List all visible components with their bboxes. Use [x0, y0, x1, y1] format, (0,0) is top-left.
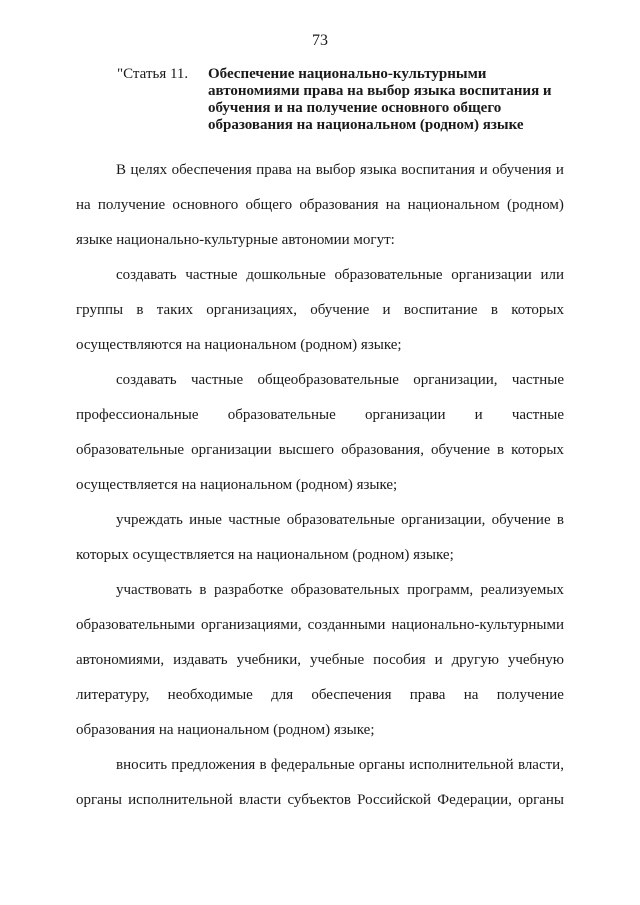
word: на: [385, 197, 401, 213]
word: образования,: [341, 442, 424, 458]
word: профессиональные: [76, 407, 199, 423]
word: обучение: [491, 512, 551, 528]
paragraph-line: [76, 616, 564, 634]
paragraph-line: [116, 756, 564, 774]
word: образовательных: [290, 582, 400, 598]
article-title-line: образования на национальном (родном) языке: [208, 117, 524, 133]
word: предложения: [171, 757, 256, 773]
word: обучение: [310, 302, 370, 318]
paragraph-line: [76, 686, 564, 704]
word: создавать: [116, 372, 177, 388]
paragraph-line: [76, 441, 564, 459]
paragraph-line: [76, 791, 564, 809]
word: органы: [358, 757, 405, 773]
word: частные: [511, 372, 564, 388]
word: организации: [191, 442, 272, 458]
word: образования: [299, 197, 379, 213]
word: учебную: [507, 652, 564, 668]
word: создавать: [116, 267, 177, 283]
article-title-line: Обеспечение национально-культурными: [208, 66, 487, 82]
word: в: [136, 302, 144, 318]
word: организациями,: [200, 617, 302, 633]
word: органы: [76, 792, 122, 808]
word: общеобразовательные: [257, 372, 399, 388]
word: образовательные: [76, 442, 185, 458]
paragraph-line: [116, 581, 564, 599]
word: разработке: [213, 582, 284, 598]
word: учебные: [310, 652, 365, 668]
word: иные: [189, 512, 222, 528]
paragraph-line: которых осуществляется на национальном (родном) языке;: [76, 547, 454, 563]
word: организации,: [401, 512, 486, 528]
word: и: [434, 652, 443, 668]
paragraph-line: образования на национальном (родном) языке;: [76, 722, 375, 738]
article-title: [208, 66, 568, 134]
word: автономиями,: [76, 652, 165, 668]
article-label: "Статья 11.: [117, 66, 189, 82]
word: национальном: [407, 197, 500, 213]
word: участвовать: [116, 582, 192, 598]
word: обучения: [492, 162, 552, 178]
paragraph-line: языке национально-культурные автономии могут:: [76, 232, 395, 248]
word: национально-культурными: [391, 617, 564, 633]
word: частные: [185, 267, 238, 283]
word: выбор: [315, 162, 356, 178]
word: и: [474, 407, 483, 423]
word: в: [497, 442, 505, 458]
word: получение: [97, 197, 166, 213]
word: субъектов: [287, 792, 351, 808]
word: которых: [511, 302, 564, 318]
word: в: [259, 757, 267, 773]
word: языка: [360, 162, 397, 178]
word: целях: [130, 162, 168, 178]
paragraph-line: [116, 161, 564, 179]
word: литературу,: [76, 687, 150, 703]
word: на: [463, 687, 479, 703]
word: на: [76, 197, 91, 213]
word: исполнительной: [409, 757, 514, 773]
word: организациях,: [206, 302, 297, 318]
word: воспитания: [401, 162, 476, 178]
word: для: [271, 687, 294, 703]
word: получение: [496, 687, 564, 703]
word: В: [116, 162, 127, 178]
word: другую: [451, 652, 499, 668]
word: исполнительной: [128, 792, 233, 808]
word: реализуемых: [480, 582, 564, 598]
word: Федерации,: [437, 792, 512, 808]
word: основного: [172, 197, 239, 213]
word: обучение: [431, 442, 490, 458]
word: общего: [245, 197, 293, 213]
word: высшего: [278, 442, 335, 458]
word: учебники,: [236, 652, 302, 668]
word: в: [556, 512, 564, 528]
word: которых: [511, 442, 564, 458]
paragraph-line: [76, 196, 564, 214]
word: власти,: [517, 757, 564, 773]
word: образовательные: [334, 267, 443, 283]
word: федеральные: [270, 757, 355, 773]
word: и: [382, 302, 391, 318]
word: в: [490, 302, 498, 318]
word: вносить: [116, 757, 168, 773]
word: права: [409, 687, 446, 703]
word: в: [199, 582, 207, 598]
word: обеспечения: [311, 687, 392, 703]
paragraph-line: [76, 651, 564, 669]
word: права: [256, 162, 292, 178]
word: обеспечения: [171, 162, 252, 178]
paragraph-line: осуществляются на национальном (родном) языке;: [76, 337, 402, 353]
word: частные: [511, 407, 564, 423]
word: дошкольные: [246, 267, 326, 283]
word: программ,: [407, 582, 474, 598]
paragraph-line: [116, 511, 564, 529]
word: и: [479, 162, 488, 178]
paragraph-line: [116, 371, 564, 389]
word: и: [555, 162, 564, 178]
word: таких: [156, 302, 193, 318]
word: группы: [76, 302, 124, 318]
word: частные: [228, 512, 281, 528]
word: Российской: [357, 792, 432, 808]
paragraph-line: [76, 406, 564, 424]
article-title-line: автономиями права на выбор языка воспитания и: [208, 83, 552, 99]
word: частные: [190, 372, 244, 388]
word: органы: [518, 792, 564, 808]
word: организации,: [413, 372, 498, 388]
word: созданными: [307, 617, 386, 633]
page-number: 73: [312, 32, 328, 49]
word: воспитание: [403, 302, 478, 318]
word: издавать: [173, 652, 228, 668]
word: образовательными: [76, 617, 195, 633]
word: образовательные: [286, 512, 395, 528]
word: на: [296, 162, 312, 178]
word: или: [540, 267, 564, 283]
word: организации: [364, 407, 446, 423]
paragraph-line: осуществляется на национальном (родном) языке;: [76, 477, 398, 493]
word: власти: [238, 792, 282, 808]
word: образовательные: [227, 407, 336, 423]
word: необходимые: [167, 687, 253, 703]
article-title-line: обучения и на получение основного общего: [208, 100, 502, 116]
word: организации: [451, 267, 532, 283]
word: (родном): [506, 197, 564, 213]
paragraph-line: [116, 266, 564, 284]
paragraph-line: [76, 301, 564, 319]
word: пособия: [373, 652, 426, 668]
word: учреждать: [116, 512, 183, 528]
